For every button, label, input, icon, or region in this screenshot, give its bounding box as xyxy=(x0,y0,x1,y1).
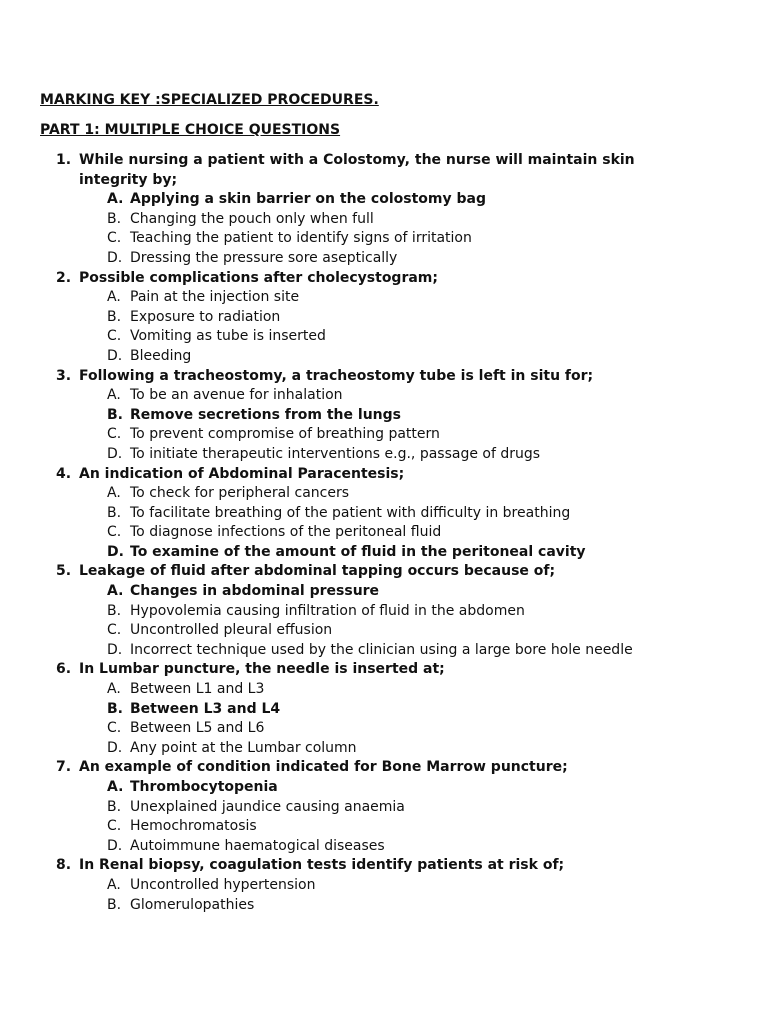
option-text: Changes in abdominal pressure xyxy=(130,583,380,600)
question-text: An example of condition indicated for Bone Marrow puncture; xyxy=(79,759,568,776)
option-letter: A. xyxy=(107,387,121,404)
option-letter: D. xyxy=(107,543,124,560)
option-text: Thrombocytopenia xyxy=(130,779,278,795)
answer-option xyxy=(0,229,768,249)
option-letter: D. xyxy=(107,739,123,756)
question-number: 7. xyxy=(56,759,72,776)
option-text: Vomiting as tube is inserted xyxy=(130,328,326,345)
option-text: Autoimmune haematogical diseases xyxy=(130,837,385,854)
option-letter: B. xyxy=(107,406,123,423)
option-text: Glomerulopathies xyxy=(130,896,255,913)
answer-option xyxy=(0,425,768,445)
option-text: Between L1 and L3 xyxy=(130,681,265,698)
answer-option xyxy=(0,327,768,347)
question-text: An indication of Abdominal Paracentesis; xyxy=(79,465,405,482)
answer-option-correct xyxy=(0,406,768,426)
answer-option xyxy=(0,504,768,524)
question-text: Following a tracheostomy, a tracheostomy tube is left in situ for; xyxy=(79,367,594,384)
answer-option xyxy=(0,621,768,641)
question-text: In Lumbar puncture, the needle is inserted at; xyxy=(79,661,445,678)
option-text: To prevent compromise of breathing pattern xyxy=(130,426,440,443)
option-text: Hypovolemia causing infiltration of fluid in the abdomen xyxy=(130,602,525,619)
question-list xyxy=(0,151,768,915)
option-text: Exposure to radiation xyxy=(130,308,281,325)
answer-option xyxy=(0,523,768,543)
question-item xyxy=(0,151,768,269)
option-text: Hemochromatosis xyxy=(130,818,257,835)
option-text: Between L5 and L6 xyxy=(130,720,265,737)
option-letter: A. xyxy=(107,289,121,306)
answer-option xyxy=(0,288,768,308)
answer-option xyxy=(0,210,768,230)
question-number: 2. xyxy=(56,269,72,286)
option-letter: B. xyxy=(107,504,122,521)
option-text: Applying a skin barrier on the colostomy bag xyxy=(130,191,486,208)
question-number: 1. xyxy=(56,152,72,168)
question-item xyxy=(0,465,768,563)
answer-option xyxy=(0,739,768,759)
answer-option xyxy=(0,484,768,504)
part-title: PART 1: MULTIPLE CHOICE QUESTIONS xyxy=(40,122,341,138)
option-text: To examine of the amount of fluid in the peritoneal cavity xyxy=(130,543,586,560)
option-letter: D. xyxy=(107,641,123,658)
answer-option xyxy=(0,249,768,269)
option-text: Teaching the patient to identify signs of irritation xyxy=(130,230,472,247)
answer-option xyxy=(0,896,768,916)
answer-option xyxy=(0,641,768,661)
option-text: Any point at the Lumbar column xyxy=(130,739,357,756)
option-text: Remove secretions from the lungs xyxy=(130,406,401,423)
question-number: 4. xyxy=(56,465,72,482)
question-text: Leakage of fluid after abdominal tapping occurs because of; xyxy=(79,563,556,580)
question-item xyxy=(0,758,768,856)
question-item xyxy=(0,660,768,758)
question-number: 5. xyxy=(56,563,72,580)
option-text: Pain at the injection site xyxy=(130,289,300,306)
document-title: MARKING KEY :SPECIALIZED PROCEDURES. xyxy=(40,92,379,108)
question-text: In Renal biopsy, coagulation tests identify patients at risk of; xyxy=(79,857,565,874)
answer-option xyxy=(0,347,768,367)
option-letter: C. xyxy=(107,230,122,247)
option-letter: B. xyxy=(107,700,123,717)
option-letter: D. xyxy=(107,445,123,462)
option-letter: D. xyxy=(107,249,123,266)
option-text: To be an avenue for inhalation xyxy=(130,387,343,404)
option-letter: C. xyxy=(107,622,122,639)
question-item xyxy=(0,367,768,465)
option-letter: B. xyxy=(107,896,122,913)
answer-option-correct xyxy=(0,778,768,798)
option-letter: D. xyxy=(107,837,123,854)
question-number: 6. xyxy=(56,661,72,678)
option-letter: C. xyxy=(107,426,122,443)
option-letter: A. xyxy=(107,779,124,795)
option-letter: A. xyxy=(107,583,124,600)
option-text: To facilitate breathing of the patient with difficulty in breathing xyxy=(130,504,571,521)
option-letter: A. xyxy=(107,485,121,502)
option-text: To diagnose infections of the peritoneal fluid xyxy=(130,524,442,541)
option-text: Uncontrolled hypertension xyxy=(130,876,316,893)
option-text: Incorrect technique used by the clinician using a large bore hole needle xyxy=(130,641,633,658)
answer-option xyxy=(0,876,768,896)
option-letter: C. xyxy=(107,524,122,541)
answer-option xyxy=(0,308,768,328)
option-letter: C. xyxy=(107,818,122,835)
answer-option xyxy=(0,837,768,857)
option-text: To initiate therapeutic interventions e.g., passage of drugs xyxy=(130,445,541,462)
option-letter: B. xyxy=(107,602,122,619)
option-letter: B. xyxy=(107,308,122,325)
answer-option xyxy=(0,386,768,406)
option-text: Bleeding xyxy=(130,347,192,364)
question-item xyxy=(0,856,768,915)
question-number: 8. xyxy=(56,857,72,874)
option-letter: A. xyxy=(107,681,121,698)
option-letter: A. xyxy=(107,876,121,893)
question-item xyxy=(0,562,768,660)
answer-option xyxy=(0,719,768,739)
answer-option xyxy=(0,680,768,700)
option-letter: C. xyxy=(107,720,122,737)
option-letter: B. xyxy=(107,210,122,227)
option-text: Unexplained jaundice causing anaemia xyxy=(130,798,405,815)
question-text: While nursing a patient with a Colostomy, the nurse will maintain skin integrity by; xyxy=(79,152,635,188)
answer-option-correct xyxy=(0,700,768,720)
answer-option-correct xyxy=(0,543,768,563)
answer-option xyxy=(0,445,768,465)
option-letter: D. xyxy=(107,347,123,364)
answer-option xyxy=(0,817,768,837)
option-text: Dressing the pressure sore aseptically xyxy=(130,249,398,266)
question-item xyxy=(0,269,768,367)
option-text: Changing the pouch only when full xyxy=(130,210,374,227)
option-letter: A. xyxy=(107,191,124,208)
answer-option-correct xyxy=(0,190,768,210)
option-text: Uncontrolled pleural effusion xyxy=(130,622,333,639)
question-number: 3. xyxy=(56,367,72,384)
question-text: Possible complications after cholecystogram; xyxy=(79,269,438,286)
option-text: To check for peripheral cancers xyxy=(130,485,350,502)
option-letter: B. xyxy=(107,798,122,815)
answer-option-correct xyxy=(0,582,768,602)
answer-option xyxy=(0,798,768,818)
answer-option xyxy=(0,602,768,622)
option-letter: C. xyxy=(107,328,122,345)
option-text: Between L3 and L4 xyxy=(130,700,281,717)
